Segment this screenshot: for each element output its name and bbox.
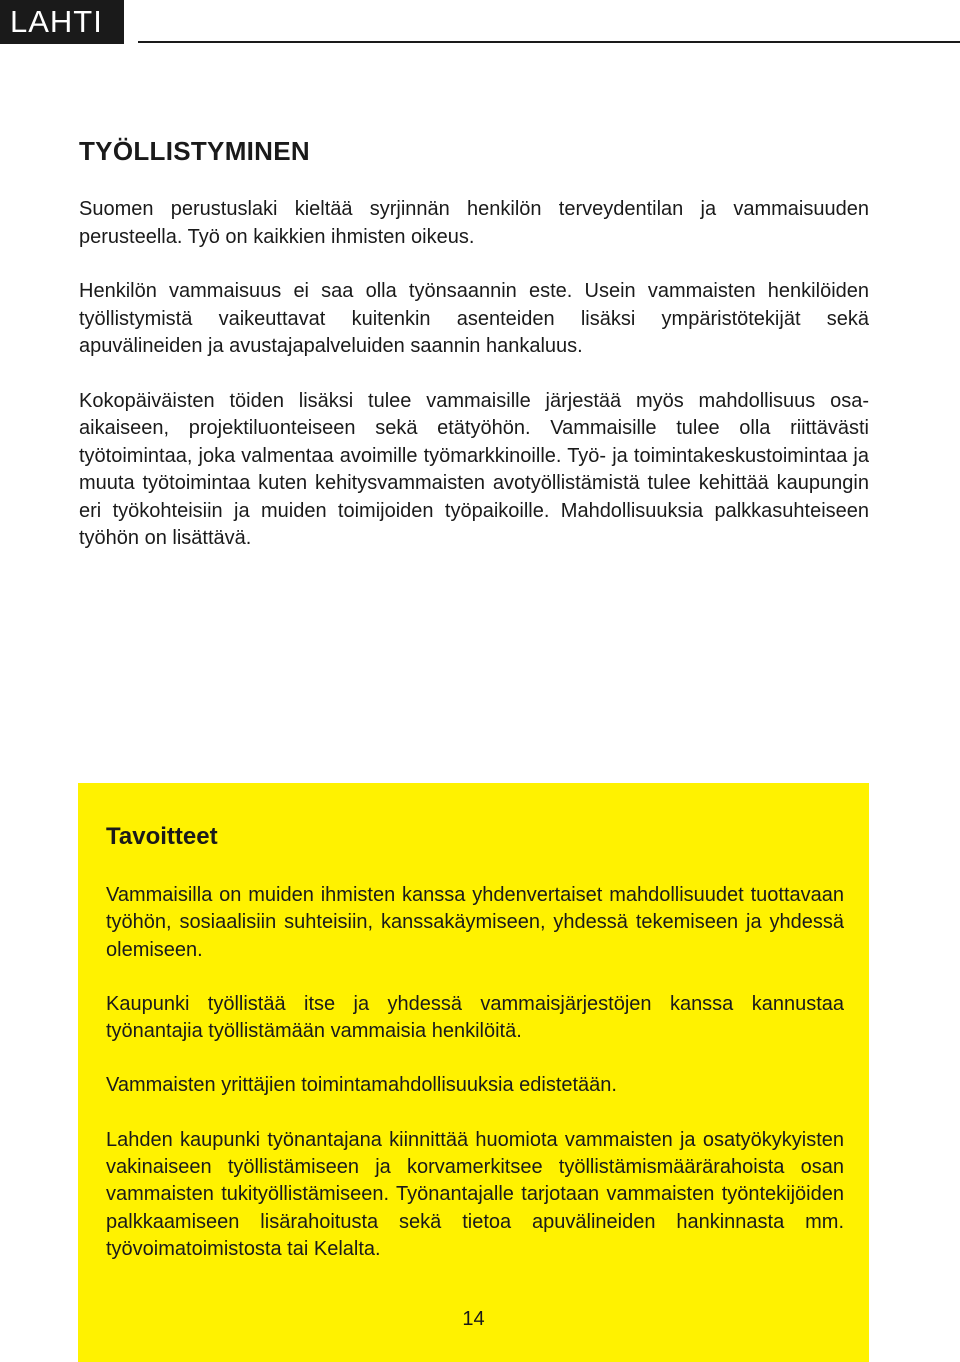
header-rule <box>138 41 960 43</box>
body-paragraph: Kokopäiväisten töiden lisäksi tulee vammaisille järjestää myös mahdollisuus osa-aikaiseen, projektiluonteiseen sekä etätyöhön. Vammaisille tulee olla riittävästi työtoimintaa, joka valmentaa avoimille työmarkkinoille. Työ- ja toimintakeskustoimintaa ja muuta työtoimintaa kuten kehitysvammaisten avotyöllistämistä tulee kehittää kaupungin eri työkohteisiin ja muiden toimijoiden työpaikoille. Mahdollisuuksia palkkasuhteiseen työhön on lisättävä. <box>79 389 869 549</box>
goals-heading: Tavoitteet <box>106 823 218 850</box>
section-body <box>79 196 869 580</box>
lahti-logo <box>0 0 124 44</box>
logo-text: LAHTI <box>10 4 103 39</box>
goal-paragraph: Vammaisilla on muiden ihmisten kanssa yhdenvertaiset mahdollisuudet tuottavaan työhön, sosiaalisiin suhteisiin, kanssakäymiseen, yhdessä tekemiseen ja yhdessä olemiseen. <box>106 884 844 961</box>
page-number: 14 <box>462 1308 485 1330</box>
body-paragraph: Henkilön vammaisuus ei saa olla työnsaannin este. Usein vammaisten henkilöiden työllistymistä vaikeuttavat kuitenkin asenteiden lisäksi ympäristötekijät sekä apuvälineiden ja avustajapalveluiden saannin hankaluus. <box>79 280 869 357</box>
goals-body <box>106 882 844 1290</box>
body-paragraph: Suomen perustuslaki kieltää syrjinnän henkilön terveydentilan ja vammaisuuden perusteella. Työ on kaikkien ihmisten oikeus. <box>79 198 869 248</box>
goal-paragraph: Kaupunki työllistää itse ja yhdessä vammaisjärjestöjen kanssa kannustaa työnantajia työllistämään vammaisia henkilöitä. <box>106 992 844 1043</box>
section-heading: TYÖLLISTYMINEN <box>79 136 310 166</box>
goal-paragraph: Vammaisten yrittäjien toimintamahdollisuuksia edistetään. <box>106 1074 617 1097</box>
goal-paragraph: Lahden kaupunki työnantajana kiinnittää huomiota vammaisten ja osatyökykyisten vakinaiseen työllistämiseen ja korvamerkitsee työllistämismäärärahoista osan vammaisten tukityöllistämiseen. Työnantajalle tarjotaan vammaisten työntekijöiden palkkaamiseen lisärahoitusta sekä tietoa apuvälineiden hankinnasta mm. työvoimatoimistosta tai Kelalta. <box>106 1128 844 1260</box>
goals-box <box>78 783 869 1362</box>
